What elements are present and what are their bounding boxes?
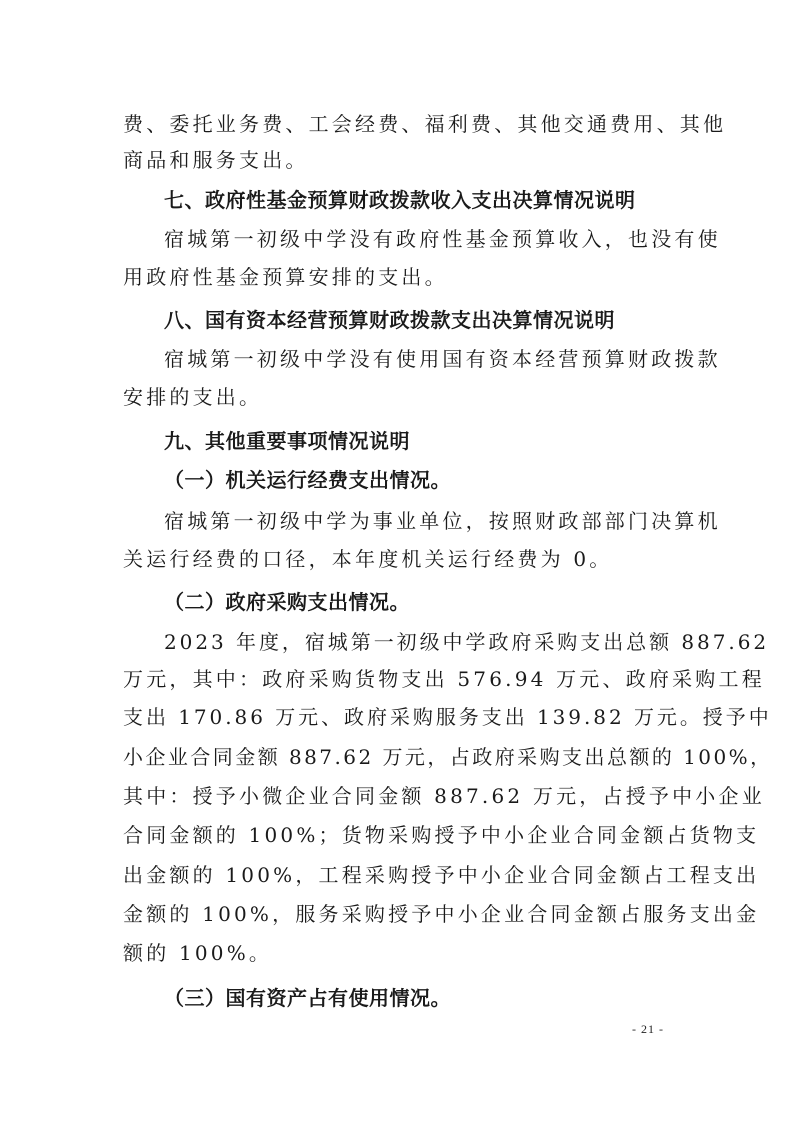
subsection-heading-2: （二）政府采购支出情况。 bbox=[164, 590, 410, 614]
paragraph-line: 2023 年度，宿城第一初级中学政府采购支出总额 887.62 bbox=[164, 630, 770, 654]
paragraph-line: 万元，其中：政府采购货物支出 576.94 万元、政府采购工程 bbox=[123, 667, 765, 691]
paragraph-line: 关运行经费的口径，本年度机关运行经费为 0。 bbox=[123, 547, 613, 571]
subsection-heading-3: （三）国有资产占有使用情况。 bbox=[164, 986, 451, 1010]
paragraph-line: 宿城第一初级中学没有政府性基金预算收入，也没有使 bbox=[164, 227, 721, 251]
paragraph-line: 合同金额的 100%；货物采购授予中小企业合同金额占货物支 bbox=[123, 823, 760, 847]
paragraph-line: 小企业合同金额 887.62 万元，占政府采购支出总额的 100%， bbox=[123, 745, 773, 769]
paragraph-line: 出金额的 100%，工程采购授予中小企业合同金额占工程支出 bbox=[123, 863, 760, 887]
subsection-heading-1: （一）机关运行经费支出情况。 bbox=[164, 468, 451, 492]
paragraph-line: 安排的支出。 bbox=[123, 385, 263, 409]
paragraph-line: 额的 100%。 bbox=[123, 941, 273, 965]
paragraph-line: 金额的 100%，服务采购授予中小企业合同金额占服务支出金 bbox=[123, 902, 760, 926]
page-number: - 21 - bbox=[632, 1022, 664, 1036]
section-heading-8: 八、国有资本经营预算财政拨款支出决算情况说明 bbox=[164, 308, 615, 332]
paragraph-line: 其中：授予小微企业合同金额 887.62 万元，占授予中小企业 bbox=[123, 784, 765, 808]
paragraph-line: 宿城第一初级中学为事业单位，按照财政部部门决算机 bbox=[164, 509, 721, 533]
paragraph-line: 商品和服务支出。 bbox=[123, 148, 309, 172]
paragraph-line: 宿城第一初级中学没有使用国有资本经营预算财政拨款 bbox=[164, 347, 721, 371]
paragraph-line: 费、委托业务费、工会经费、福利费、其他交通费用、其他 bbox=[123, 112, 727, 136]
section-heading-7: 七、政府性基金预算财政拨款收入支出决算情况说明 bbox=[164, 188, 636, 212]
paragraph-line: 支出 170.86 万元、政府采购服务支出 139.82 万元。授予中 bbox=[123, 705, 772, 729]
paragraph-line: 用政府性基金预算安排的支出。 bbox=[123, 265, 448, 289]
section-heading-9: 九、其他重要事项情况说明 bbox=[164, 429, 410, 453]
